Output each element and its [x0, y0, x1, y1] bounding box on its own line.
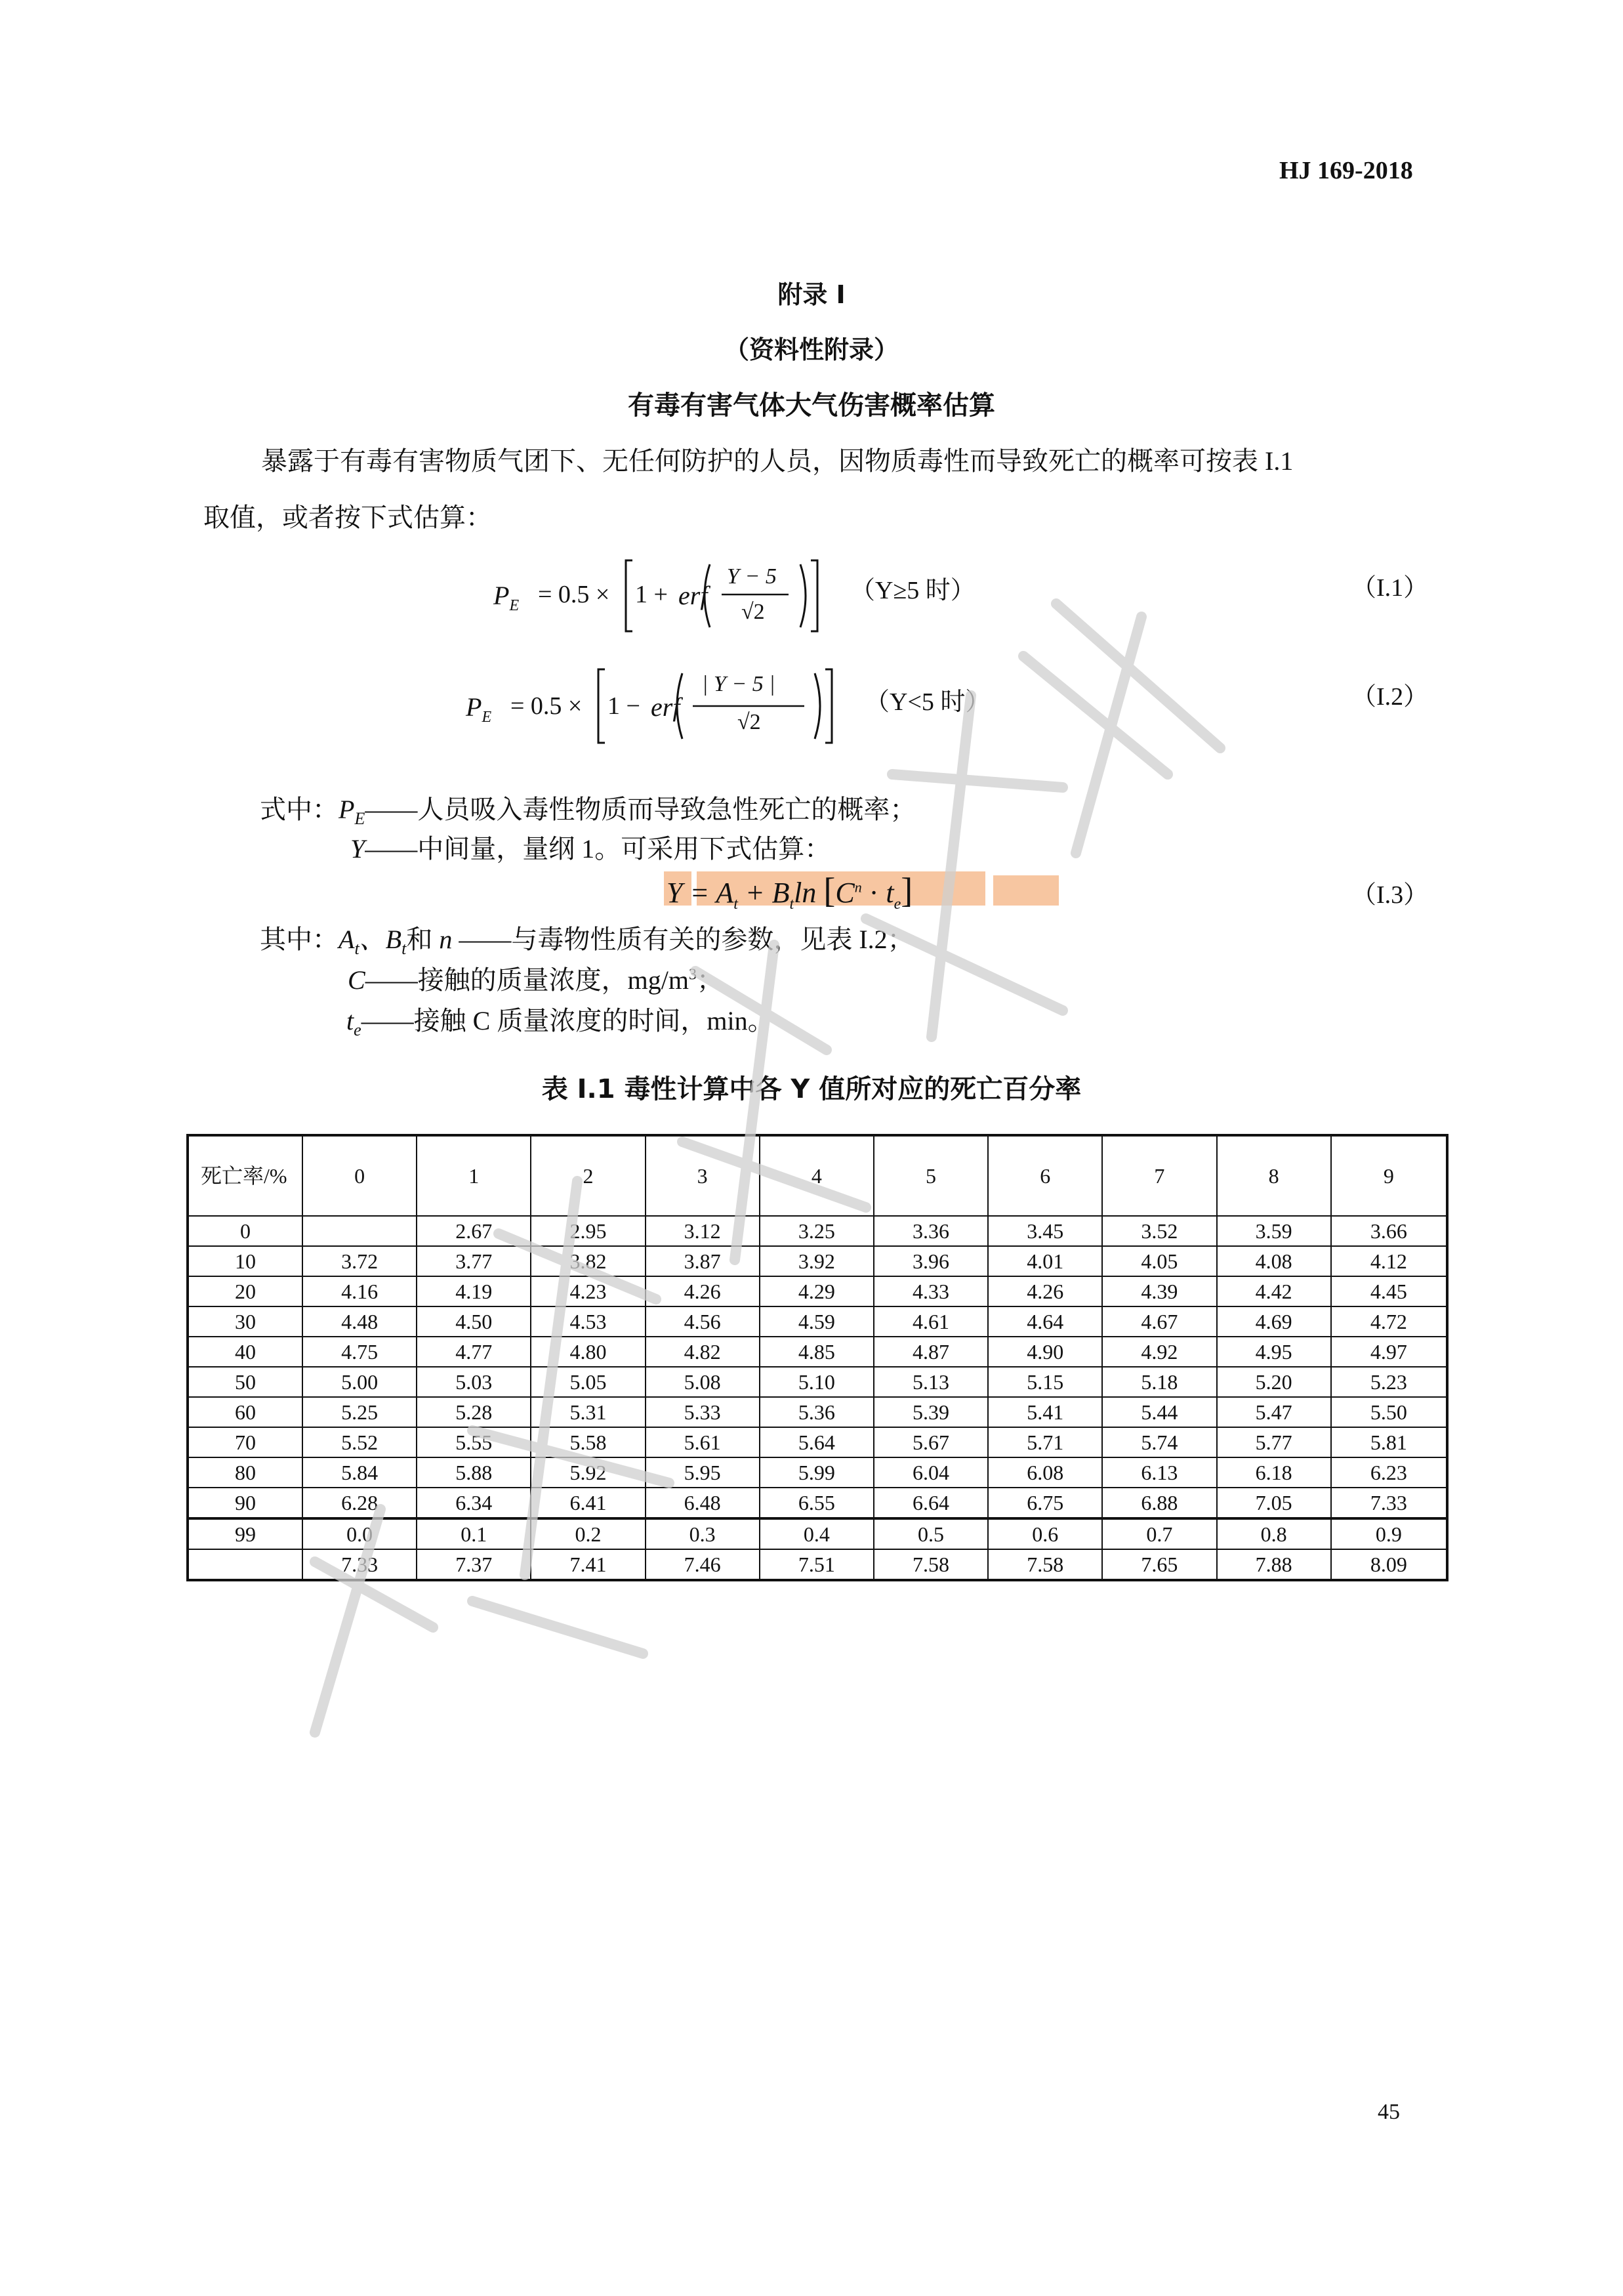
table-cell: 4.75: [302, 1337, 417, 1367]
table-cell: 4.69: [1217, 1306, 1331, 1337]
def-c: C——接触的质量浓度，$mg/m^3$；: [348, 965, 724, 995]
table-row: [188, 1397, 1447, 1427]
table-cell: 3.59: [1217, 1216, 1331, 1246]
col-header: 0: [302, 1135, 417, 1216]
row-label: 40: [188, 1337, 302, 1367]
table-row: [188, 1216, 1447, 1246]
row-label: 50: [188, 1367, 302, 1397]
table-cell: 4.12: [1331, 1246, 1447, 1276]
table-header-row: [188, 1135, 1447, 1216]
row-label: [188, 1549, 302, 1580]
row-label: 99: [188, 1518, 302, 1549]
table-cell: 3.82: [531, 1246, 645, 1276]
table-cell: 5.58: [531, 1427, 645, 1457]
table-cell: 3.87: [646, 1246, 760, 1276]
eq2-denominator: √2: [737, 710, 761, 734]
eq1-erf: erf: [678, 581, 708, 610]
col-header: 9: [1331, 1135, 1447, 1216]
eq2-lhs: $P_E$: [466, 692, 492, 726]
table-cell: 6.23: [1331, 1457, 1447, 1488]
table-cell: 6.48: [646, 1488, 760, 1518]
table-cell: 5.84: [302, 1457, 417, 1488]
corner-header: 死亡率/%: [188, 1135, 302, 1216]
col-header: 7: [1102, 1135, 1216, 1216]
row-label: 20: [188, 1276, 302, 1306]
table-row: [188, 1246, 1447, 1276]
appendix-subtitle: （资料性附录）: [724, 335, 899, 364]
table-cell: 5.33: [646, 1397, 760, 1427]
def-pe: 式中：$P_E——$人员吸入毒性物质而导致急性死亡的概率；: [260, 795, 916, 828]
table-cell: 7.88: [1217, 1549, 1331, 1580]
table-cell: 5.15: [988, 1367, 1102, 1397]
table-cell: 3.12: [646, 1216, 760, 1246]
eq1-denominator: √2: [741, 600, 765, 624]
table-cell: 5.23: [1331, 1367, 1447, 1397]
table-cell: 5.10: [760, 1367, 874, 1397]
row-label: 0: [188, 1216, 302, 1246]
table-cell: 4.85: [760, 1337, 874, 1367]
eq3-label: （I.3）: [1351, 881, 1429, 909]
table-cell: 5.88: [417, 1457, 531, 1488]
table-cell: 4.16: [302, 1276, 417, 1306]
table-cell: 3.66: [1331, 1216, 1447, 1246]
table-cell: 2.95: [531, 1216, 645, 1246]
table-cell: 7.65: [1102, 1549, 1216, 1580]
eq2-condition: （Y<5 时）: [865, 688, 991, 716]
table-cell: 3.96: [874, 1246, 988, 1276]
table-cell: 6.88: [1102, 1488, 1216, 1518]
table-cell: 4.19: [417, 1276, 531, 1306]
table-cell: 6.34: [417, 1488, 531, 1518]
table-cell: 6.04: [874, 1457, 988, 1488]
col-header: 3: [646, 1135, 760, 1216]
eq2-label: （I.2）: [1351, 683, 1429, 711]
row-label: 70: [188, 1427, 302, 1457]
table-cell: 5.05: [531, 1367, 645, 1397]
table-cell: 4.59: [760, 1306, 874, 1337]
table-body: [188, 1135, 1447, 1580]
table-cell: 6.28: [302, 1488, 417, 1518]
table-cell: 5.36: [760, 1397, 874, 1427]
table-cell: 7.58: [874, 1549, 988, 1580]
table-cell: 5.99: [760, 1457, 874, 1488]
eq1-numerator: Y − 5: [727, 564, 777, 589]
table-cell: 4.80: [531, 1337, 645, 1367]
table-cell: 5.47: [1217, 1397, 1331, 1427]
col-header: 6: [988, 1135, 1102, 1216]
table-cell: 5.13: [874, 1367, 988, 1397]
table-cell: 4.39: [1102, 1276, 1216, 1306]
table-cell: 0.4: [760, 1518, 874, 1549]
intro-line-2: 取值，或者按下式估算：: [203, 503, 492, 532]
table-cell: 5.77: [1217, 1427, 1331, 1457]
table-cell: 3.36: [874, 1216, 988, 1246]
col-header: 4: [760, 1135, 874, 1216]
table-cell: 4.87: [874, 1337, 988, 1367]
table-cell: 0.2: [531, 1518, 645, 1549]
page-number: 45: [1378, 2100, 1400, 2124]
table-cell: 6.13: [1102, 1457, 1216, 1488]
table-cell: 5.52: [302, 1427, 417, 1457]
appendix-topic: 有毒有害气体大气伤害概率估算: [628, 390, 995, 421]
table-cell: 4.26: [646, 1276, 760, 1306]
table-cell: 5.08: [646, 1367, 760, 1397]
table-cell: 4.01: [988, 1246, 1102, 1276]
table-row: [188, 1367, 1447, 1397]
table-cell: 4.72: [1331, 1306, 1447, 1337]
table-cell: 5.39: [874, 1397, 988, 1427]
table-cell: 7.37: [417, 1549, 531, 1580]
table-cell: 7.58: [988, 1549, 1102, 1580]
row-label: 10: [188, 1246, 302, 1276]
mortality-table: [186, 1134, 1448, 1581]
table-cell: 0.9: [1331, 1518, 1447, 1549]
table-caption: 表 I.1 毒性计算中各 Y 值所对应的死亡百分率: [541, 1074, 1082, 1104]
table-cell: 5.67: [874, 1427, 988, 1457]
table-cell: 5.28: [417, 1397, 531, 1427]
table-row: [188, 1337, 1447, 1367]
table-cell: 6.08: [988, 1457, 1102, 1488]
table-cell: 5.71: [988, 1427, 1102, 1457]
table-cell: 5.41: [988, 1397, 1102, 1427]
table-cell: 6.18: [1217, 1457, 1331, 1488]
table-cell: 4.23: [531, 1276, 645, 1306]
table-cell: 5.25: [302, 1397, 417, 1427]
table-cell: 5.92: [531, 1457, 645, 1488]
table-cell: 5.00: [302, 1367, 417, 1397]
table-cell: 7.33: [1331, 1488, 1447, 1518]
eq2-one: 1 −: [607, 692, 640, 720]
table-cell: 5.44: [1102, 1397, 1216, 1427]
table-cell: 6.64: [874, 1488, 988, 1518]
table-cell: 5.61: [646, 1427, 760, 1457]
row-label: 80: [188, 1457, 302, 1488]
table-cell: 8.09: [1331, 1549, 1447, 1580]
table-cell: 7.33: [302, 1549, 417, 1580]
table-cell: 0.7: [1102, 1518, 1216, 1549]
table-cell: 5.55: [417, 1427, 531, 1457]
eq3: $Y = A_t + B_t\ln$ $[C^n \cdot t_e]$: [664, 867, 1059, 908]
table-cell: 4.92: [1102, 1337, 1216, 1367]
row-label: 90: [188, 1488, 302, 1518]
table-cell: 4.42: [1217, 1276, 1331, 1306]
table-cell: 0.0: [302, 1518, 417, 1549]
table-cell: 5.20: [1217, 1367, 1331, 1397]
eq2-numerator: | Y − 5 |: [702, 672, 775, 696]
table-cell: 4.56: [646, 1306, 760, 1337]
standard-number: HJ 169-2018: [1279, 157, 1413, 184]
table-cell: 6.41: [531, 1488, 645, 1518]
table-cell: 5.50: [1331, 1397, 1447, 1427]
table-cell: 5.18: [1102, 1367, 1216, 1397]
table-cell: 4.64: [988, 1306, 1102, 1337]
table-row: [188, 1518, 1447, 1549]
table-cell: 3.52: [1102, 1216, 1216, 1246]
col-header: 5: [874, 1135, 988, 1216]
table-cell: 4.77: [417, 1337, 531, 1367]
table-cell: 4.82: [646, 1337, 760, 1367]
table-cell: 5.95: [646, 1457, 760, 1488]
eq1-condition: （Y≥5 时）: [850, 577, 976, 604]
table-cell: 7.46: [646, 1549, 760, 1580]
table-cell: 5.64: [760, 1427, 874, 1457]
table-cell: 2.67: [417, 1216, 531, 1246]
table-cell: 0.1: [417, 1518, 531, 1549]
col-header: 1: [417, 1135, 531, 1216]
table-row: [188, 1488, 1447, 1518]
def-te: $t_e——$接触 C 质量浓度的时间，min。: [346, 1006, 774, 1039]
table-row: [188, 1276, 1447, 1306]
table-cell: 0.5: [874, 1518, 988, 1549]
table-cell: 4.53: [531, 1306, 645, 1337]
table-cell: 3.72: [302, 1246, 417, 1276]
table-row: [188, 1427, 1447, 1457]
col-header: 2: [531, 1135, 645, 1216]
table-cell: 5.74: [1102, 1427, 1216, 1457]
table-cell: 0.6: [988, 1518, 1102, 1549]
table-cell: 4.50: [417, 1306, 531, 1337]
table-row: [188, 1306, 1447, 1337]
row-label: 60: [188, 1397, 302, 1427]
table-cell: 4.26: [988, 1276, 1102, 1306]
table-row: [188, 1457, 1447, 1488]
table-cell: 3.77: [417, 1246, 531, 1276]
table-cell: 4.08: [1217, 1246, 1331, 1276]
table-cell: 4.61: [874, 1306, 988, 1337]
eq1-coef: = 0.5 ×: [538, 581, 610, 608]
table-cell: 3.45: [988, 1216, 1102, 1246]
eq2-erf: erf: [651, 692, 680, 722]
eq2-coef: = 0.5 ×: [510, 692, 583, 720]
def-params: 其中：$A_t$、$B_t$和 n ——与毒物性质有关的参数，见表 I.2；: [260, 925, 914, 958]
eq1-lhs: $P_E$: [493, 581, 520, 614]
table-cell: 0.3: [646, 1518, 760, 1549]
table-cell: [302, 1216, 417, 1246]
table-cell: 4.95: [1217, 1337, 1331, 1367]
table-cell: 4.05: [1102, 1246, 1216, 1276]
eq1-label: （I.1）: [1351, 574, 1429, 602]
table-cell: 4.33: [874, 1276, 988, 1306]
eq1-one: 1 +: [635, 581, 668, 608]
table-cell: 4.90: [988, 1337, 1102, 1367]
table-cell: 7.51: [760, 1549, 874, 1580]
table-cell: 6.75: [988, 1488, 1102, 1518]
table-cell: 4.29: [760, 1276, 874, 1306]
table-row: [188, 1549, 1447, 1580]
table-cell: 7.05: [1217, 1488, 1331, 1518]
table-cell: 4.97: [1331, 1337, 1447, 1367]
table-cell: 3.25: [760, 1216, 874, 1246]
table-cell: 0.8: [1217, 1518, 1331, 1549]
table-cell: 5.31: [531, 1397, 645, 1427]
table-cell: 5.81: [1331, 1427, 1447, 1457]
table-cell: 3.92: [760, 1246, 874, 1276]
table-cell: 4.45: [1331, 1276, 1447, 1306]
col-header: 8: [1217, 1135, 1331, 1216]
appendix-title: 附录 I: [777, 280, 846, 309]
intro-line-1: 暴露于有毒有害物质气团下、无任何防护的人员，因物质毒性而导致死亡的概率可按表 I.1: [261, 446, 1294, 476]
table-cell: 4.48: [302, 1306, 417, 1337]
table-cell: 6.55: [760, 1488, 874, 1518]
row-label: 30: [188, 1306, 302, 1337]
def-y: Y——中间量，量纲 1。可采用下式估算：: [350, 834, 831, 864]
table-cell: 5.03: [417, 1367, 531, 1397]
table-cell: 7.41: [531, 1549, 645, 1580]
table-cell: 4.67: [1102, 1306, 1216, 1337]
